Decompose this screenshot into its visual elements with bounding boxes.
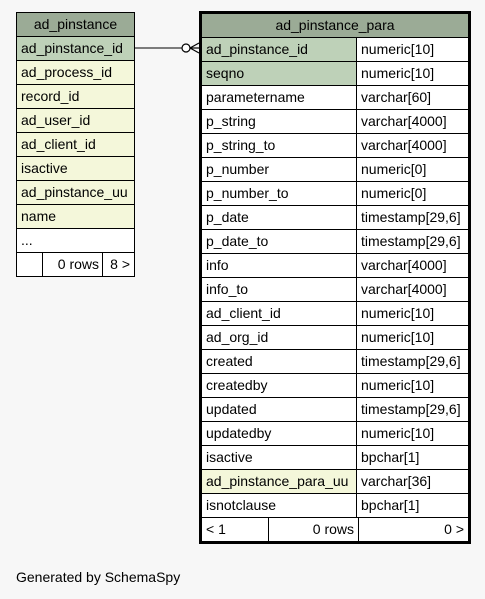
column-type: varchar[36] (361, 473, 432, 489)
table-title[interactable]: ad_pinstance_para (202, 14, 468, 38)
column-name: ad_org_id (202, 326, 357, 349)
column-name: createdby (202, 374, 357, 397)
column-name: p_number_to (202, 182, 357, 205)
column-type: numeric[10] (361, 377, 435, 393)
footer-row-count: 0 rows (43, 253, 103, 276)
column-type: numeric[10] (361, 41, 435, 57)
column-name: updatedby (202, 422, 357, 445)
column-row[interactable]: name (17, 205, 134, 229)
column-type: timestamp[29,6] (361, 233, 461, 249)
footer-row-count: 0 rows (269, 518, 359, 541)
column-type: numeric[10] (361, 425, 435, 441)
footer-children-link[interactable]: 0 > (444, 521, 464, 537)
column-type: varchar[60] (361, 89, 432, 105)
column-name: ad_client_id (202, 302, 357, 325)
column-type: numeric[10] (361, 65, 435, 81)
column-type: timestamp[29,6] (361, 401, 461, 417)
column-name: p_date (202, 206, 357, 229)
column-name: updated (202, 398, 357, 421)
crows-foot-upper (190, 43, 199, 48)
column-name: info_to (202, 278, 357, 301)
column-name: isactive (202, 446, 357, 469)
footer-children-link[interactable]: 8 > (110, 256, 130, 272)
footer-parents-link[interactable]: < 1 (202, 518, 269, 541)
column-type: varchar[4000] (361, 257, 447, 273)
column-type: numeric[10] (361, 329, 435, 345)
column-name: p_date_to (202, 230, 357, 253)
column-row[interactable]: record_id (17, 85, 134, 109)
column-type: numeric[10] (361, 305, 435, 321)
column-type: varchar[4000] (361, 113, 447, 129)
column-row[interactable]: ... (17, 229, 134, 253)
column-name: ad_pinstance_id (202, 38, 357, 61)
column-type: numeric[0] (361, 185, 427, 201)
column-type: timestamp[29,6] (361, 353, 461, 369)
column-row[interactable]: ad_pinstance_id (17, 37, 134, 61)
generated-by-label: Generated by SchemaSpy (16, 569, 181, 585)
column-type: numeric[0] (361, 161, 427, 177)
column-type: bpchar[1] (361, 497, 420, 513)
column-name: info (202, 254, 357, 277)
column-type: timestamp[29,6] (361, 209, 461, 225)
zero-optionality-marker (182, 44, 190, 52)
column-name: p_number (202, 158, 357, 181)
column-name: parametername (202, 86, 357, 109)
column-row[interactable]: ad_process_id (17, 61, 134, 85)
column-name: p_string_to (202, 134, 357, 157)
column-type: varchar[4000] (361, 137, 447, 153)
column-name: ad_pinstance_para_uu (202, 470, 357, 493)
column-row[interactable]: ad_user_id (17, 109, 134, 133)
column-type: bpchar[1] (361, 449, 420, 465)
column-type: varchar[4000] (361, 281, 447, 297)
column-row[interactable]: ad_client_id (17, 133, 134, 157)
column-name: p_string (202, 110, 357, 133)
table-title[interactable]: ad_pinstance (17, 13, 134, 37)
column-row[interactable]: ad_pinstance_uu (17, 181, 134, 205)
column-row[interactable]: isactive (17, 157, 134, 181)
column-name: seqno (202, 62, 357, 85)
column-name: created (202, 350, 357, 373)
column-name: isnotclause (202, 494, 357, 517)
crows-foot-lower (190, 48, 199, 53)
